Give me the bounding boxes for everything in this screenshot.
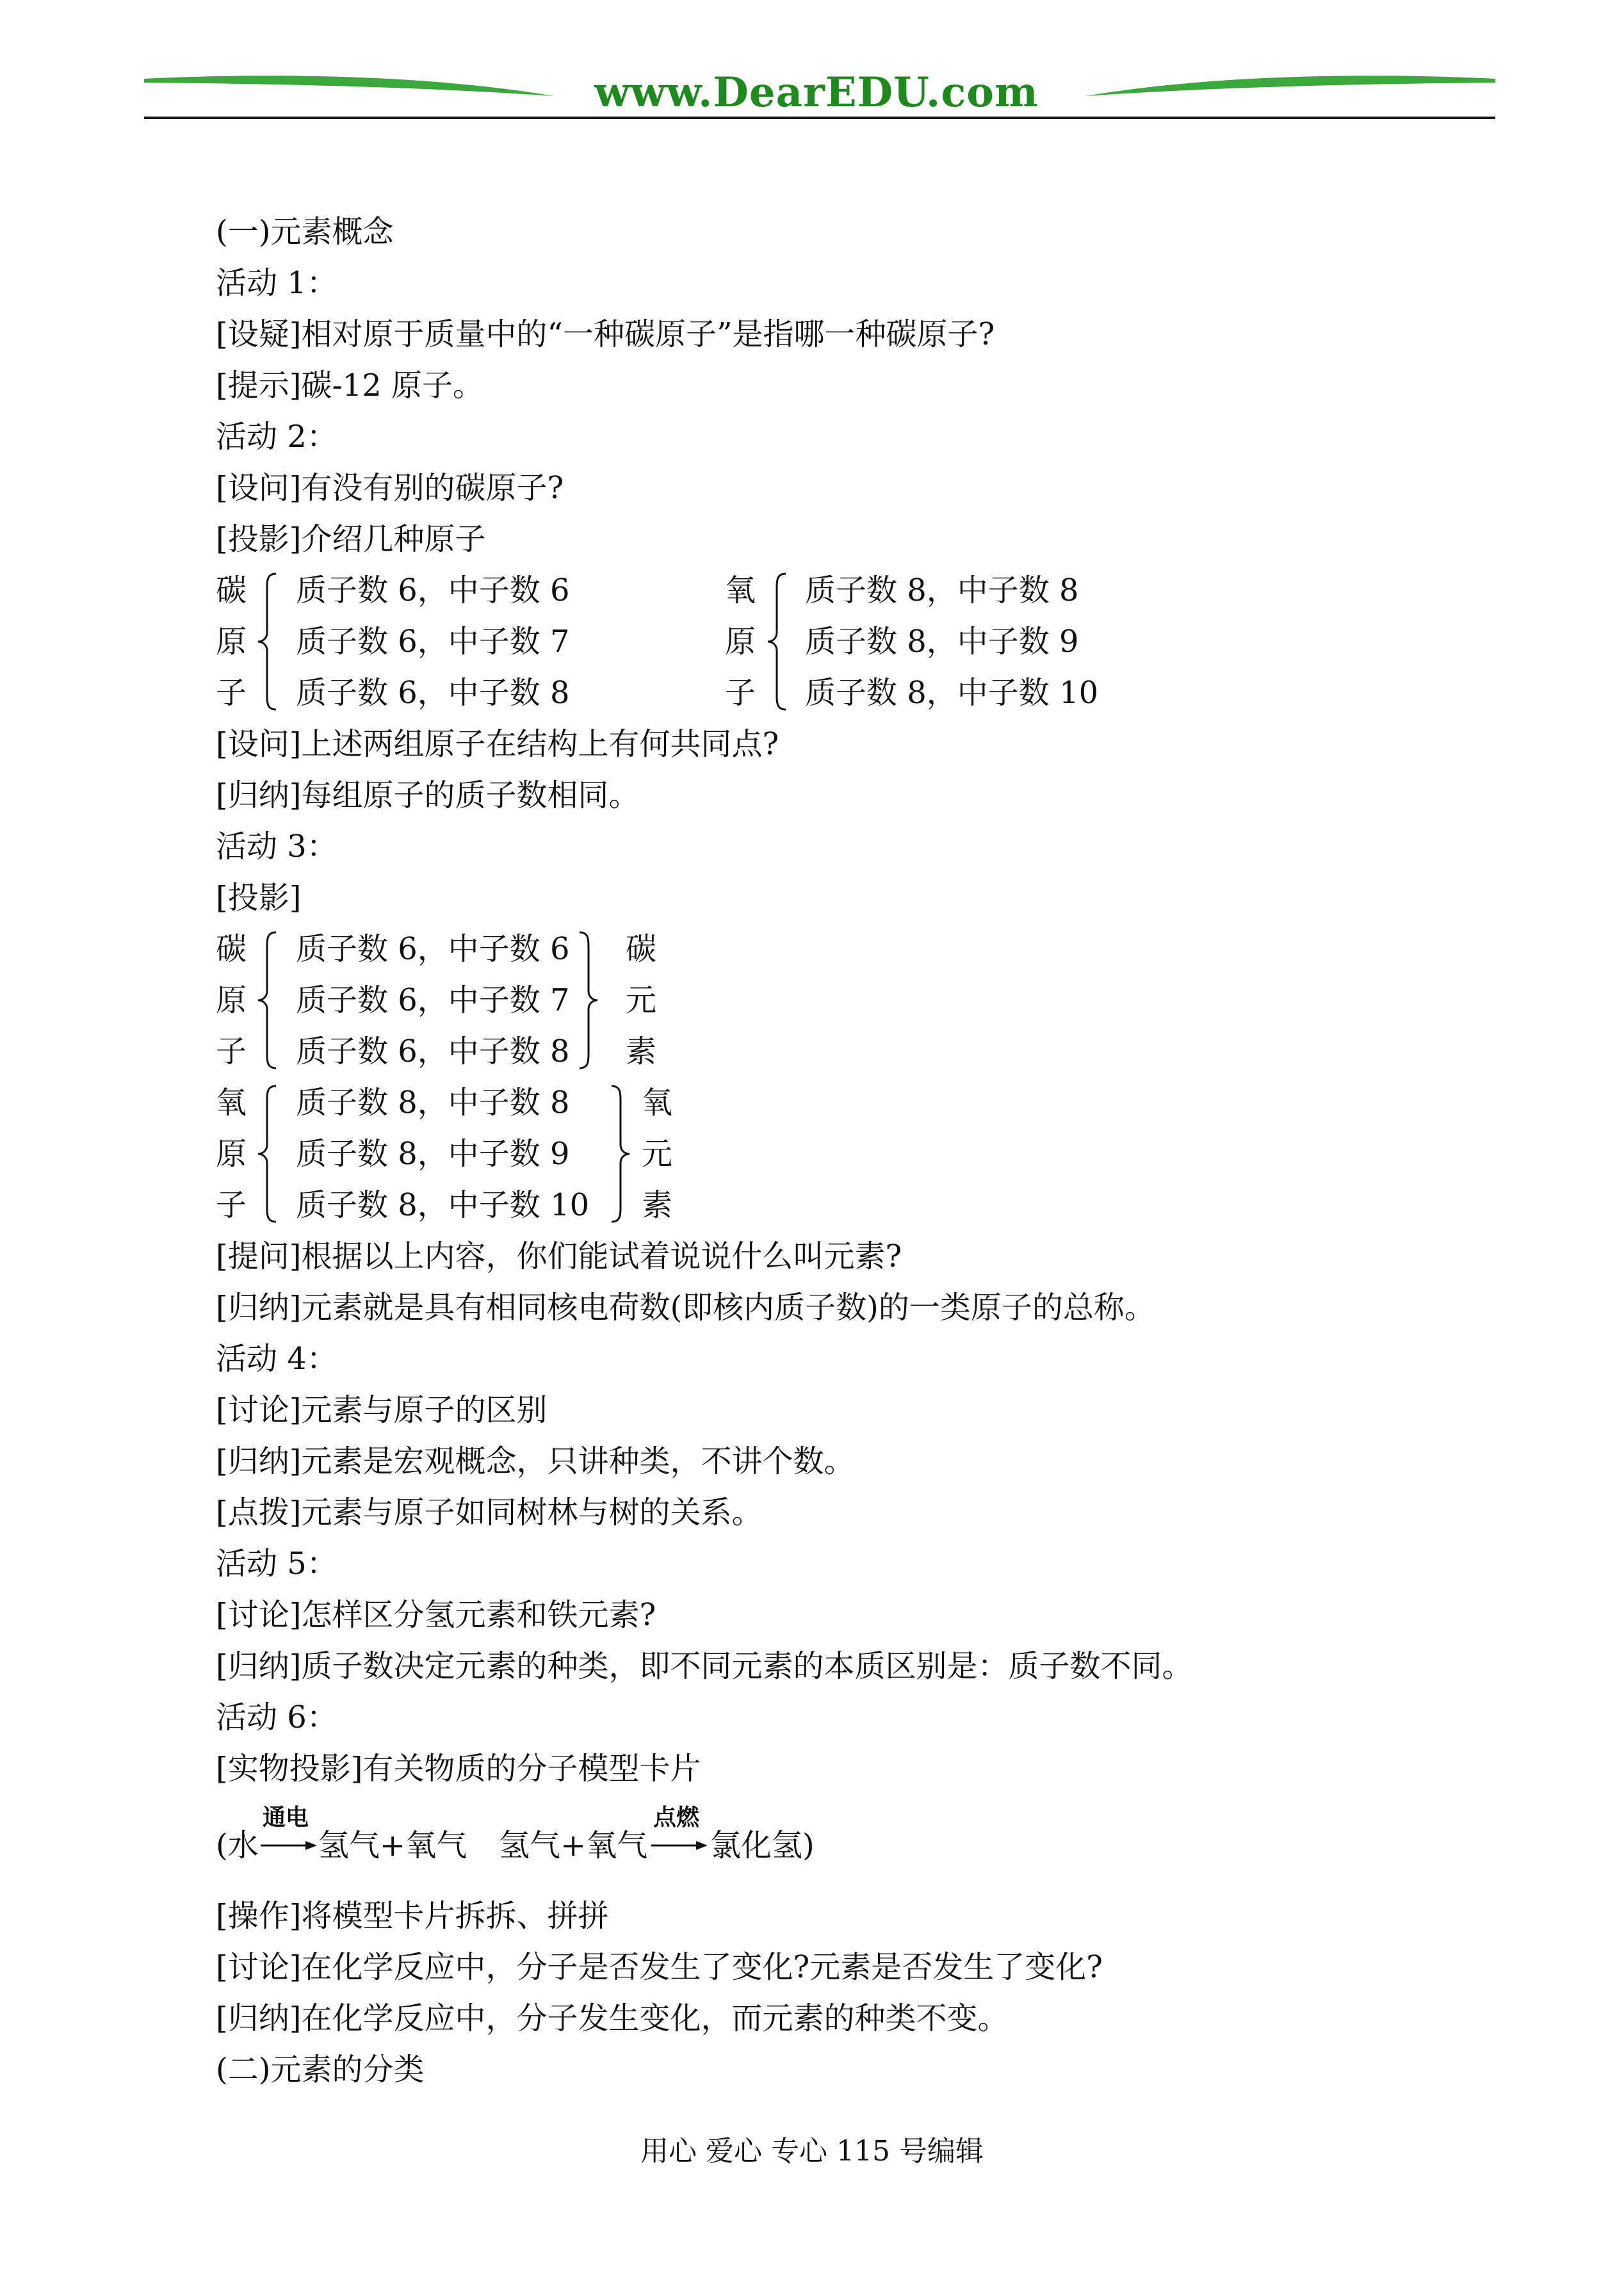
document-body bbox=[216, 206, 1497, 2095]
activity-label: 活动 3： bbox=[216, 829, 337, 864]
carbon-element-label: 碳 bbox=[626, 931, 657, 967]
reaction-equations bbox=[216, 1794, 1497, 1871]
equation-product: 氢气+氧气 bbox=[318, 1828, 467, 1863]
oxygen-isotope-item: 质子数 8，中子数 10 bbox=[805, 675, 1099, 711]
oxygen-isotope-item: 质子数 8，中子数 9 bbox=[296, 1136, 570, 1172]
carbon-element-label: 元 bbox=[626, 982, 657, 1018]
oxygen-element-label: 氧 bbox=[642, 1085, 673, 1121]
text-line: [讨论]在化学反应中，分子是否发生了变化?元素是否发生了变化? bbox=[216, 1949, 1103, 1985]
carbon-atom-label: 碳 bbox=[216, 931, 247, 967]
text-line: [设疑]相对原于质量中的“一种碳原子”是指哪一种碳原子? bbox=[216, 316, 995, 352]
page-footer: 用心 爱心 专心 115 号编辑 bbox=[640, 2135, 984, 2168]
section-heading: (二)元素的分类 bbox=[216, 2052, 425, 2088]
atom-groups-projection bbox=[216, 565, 1497, 718]
left-brace-icon bbox=[765, 571, 791, 712]
activity-label: 活动 2： bbox=[216, 419, 337, 455]
text-line: [设问]上述两组原子在结构上有何共同点? bbox=[216, 726, 779, 762]
oxygen-isotope-item: 质子数 8，中子数 10 bbox=[296, 1187, 590, 1223]
text-line: [投影] bbox=[216, 880, 302, 916]
text-line: [讨论]怎样区分氢元素和铁元素? bbox=[216, 1597, 656, 1633]
carbon-atom-label: 碳 bbox=[216, 572, 247, 608]
oxygen-isotope-item: 质子数 8，中子数 9 bbox=[805, 624, 1079, 660]
carbon-atom-label: 原 bbox=[216, 624, 247, 660]
text-line: [提示]碳-12 原子。 bbox=[216, 368, 484, 403]
condition-ignition: 点燃 bbox=[653, 1804, 700, 1831]
oxygen-atom-label: 氧 bbox=[725, 572, 756, 608]
activity-label: 活动 1： bbox=[216, 265, 337, 301]
carbon-element-label: 素 bbox=[626, 1034, 657, 1069]
text-line: [投影]介绍几种原子 bbox=[216, 521, 486, 557]
carbon-atom-label: 原 bbox=[216, 982, 247, 1018]
text-line: [归纳]在化学反应中，分子发生变化，而元素的种类不变。 bbox=[216, 2000, 1009, 2036]
text-line: [实物投影]有关物质的分子模型卡片 bbox=[216, 1751, 701, 1787]
carbon-isotope-item: 质子数 6，中子数 7 bbox=[296, 982, 570, 1018]
activity-label: 活动 4： bbox=[216, 1341, 337, 1377]
section-heading: (一)元素概念 bbox=[216, 214, 394, 250]
reaction-arrow-icon bbox=[261, 1839, 318, 1852]
spacer bbox=[216, 1871, 1497, 1890]
reaction-arrow-icon bbox=[651, 1839, 709, 1852]
oxygen-isotope-item: 质子数 8，中子数 8 bbox=[296, 1085, 570, 1121]
page-header bbox=[144, 61, 1495, 125]
left-brace-icon bbox=[256, 930, 281, 1071]
oxygen-element-label: 素 bbox=[642, 1187, 673, 1223]
oxygen-atom-label: 子 bbox=[725, 675, 756, 711]
carbon-atom-label: 子 bbox=[216, 675, 247, 711]
carbon-isotope-item: 质子数 6，中子数 6 bbox=[296, 572, 570, 608]
text-line: [归纳]每组原子的质子数相同。 bbox=[216, 777, 640, 813]
oxygen-isotope-item: 质子数 8，中子数 8 bbox=[805, 572, 1079, 608]
condition-electrolysis: 通电 bbox=[263, 1804, 309, 1831]
carbon-isotope-item: 质子数 6，中子数 7 bbox=[296, 624, 570, 660]
carbon-element-group bbox=[216, 923, 1497, 1077]
carbon-atom-label: 子 bbox=[216, 1034, 247, 1069]
text-line: [点拨]元素与原子如同树林与树的关系。 bbox=[216, 1495, 763, 1530]
oxygen-atom-label: 原 bbox=[216, 1136, 247, 1172]
equation-reactant: 氢气+氧气 bbox=[499, 1828, 648, 1863]
text-line: [归纳]元素就是具有相同核电荷数(即核内质子数)的一类原子的总称。 bbox=[216, 1290, 1155, 1326]
oxygen-element-label: 元 bbox=[642, 1136, 673, 1172]
left-brace-icon bbox=[256, 571, 281, 712]
oxygen-element-group bbox=[216, 1077, 1497, 1231]
oxygen-atom-label: 子 bbox=[216, 1187, 247, 1223]
carbon-isotope-item: 质子数 6，中子数 8 bbox=[296, 1034, 570, 1069]
carbon-isotope-item: 质子数 6，中子数 6 bbox=[296, 931, 570, 967]
left-brace-icon bbox=[256, 1083, 281, 1224]
oxygen-atom-label: 原 bbox=[725, 624, 756, 660]
text-line: [归纳]元素是宏观概念，只讲种类，不讲个数。 bbox=[216, 1443, 855, 1479]
right-brace-icon bbox=[576, 930, 601, 1071]
activity-label: 活动 6： bbox=[216, 1699, 337, 1735]
activity-label: 活动 5： bbox=[216, 1546, 337, 1582]
text-line: [归纳]质子数决定元素的种类，即不同元素的本质区别是：质子数不同。 bbox=[216, 1648, 1193, 1684]
text-line: [设问]有没有别的碳原子? bbox=[216, 470, 564, 506]
site-logo[interactable]: www.DearEDU.com bbox=[594, 69, 1039, 117]
oxygen-atom-label: 氧 bbox=[216, 1085, 247, 1121]
equation-product: 氯化氢) bbox=[710, 1828, 815, 1863]
text-line: [讨论]元素与原子的区别 bbox=[216, 1392, 548, 1428]
text-line: [提问]根据以上内容，你们能试着说说什么叫元素? bbox=[216, 1238, 902, 1274]
right-brace-icon bbox=[608, 1083, 633, 1224]
equation-open: (水 bbox=[216, 1828, 259, 1863]
text-line: [操作]将模型卡片拆拆、拼拼 bbox=[216, 1898, 609, 1934]
header-divider bbox=[144, 117, 1495, 119]
carbon-isotope-item: 质子数 6，中子数 8 bbox=[296, 675, 570, 711]
